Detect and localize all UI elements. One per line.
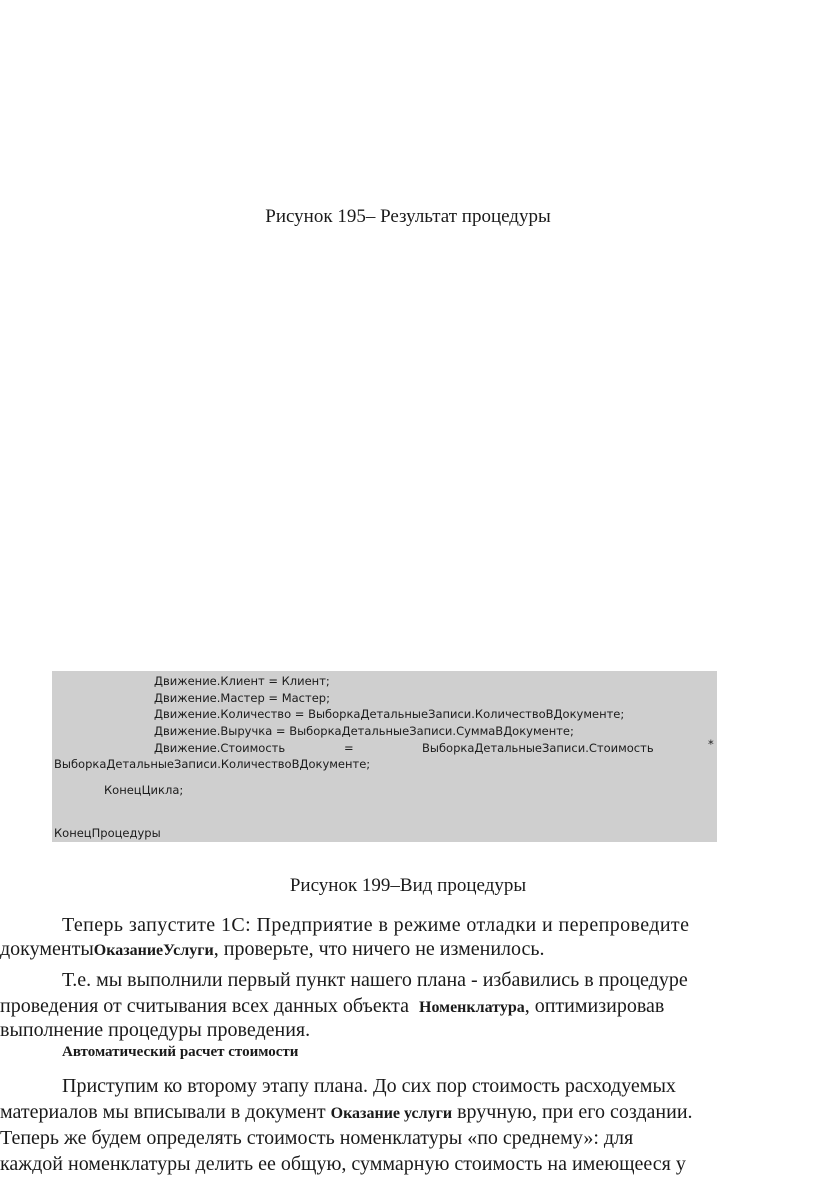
figure-caption-195: Рисунок 195– Результат процедуры bbox=[265, 206, 551, 227]
paragraph-line: Теперь же будем определять стоимость номенклатуры «по среднему»: для bbox=[0, 1127, 634, 1149]
paragraph-line: выполнение процедуры проведения. bbox=[0, 1019, 311, 1041]
code-line: Движение.Выручка = ВыборкаДетальныеЗаписи.СуммаВДокументе; bbox=[154, 724, 574, 738]
document-name: Оказание услуги bbox=[330, 1105, 453, 1122]
text-run: , проверьте, что ничего не изменилось. bbox=[213, 938, 545, 960]
paragraph-line: Теперь запустите 1С: Предприятие в режиме отладки и перепроведите bbox=[62, 914, 690, 936]
code-line: Движение.Количество = ВыборкаДетальныеЗаписи.КоличествоВДокументе; bbox=[154, 707, 625, 721]
code-line: Движение.Стоимость bbox=[154, 741, 286, 755]
text-run: материалов мы вписывали в документ bbox=[0, 1101, 326, 1123]
text-run: , оптимизировав bbox=[524, 995, 665, 1017]
text-run: документы bbox=[0, 938, 94, 960]
code-line: ВыборкаДетальныеЗаписи.КоличествоВДокументе; bbox=[54, 757, 371, 771]
code-line: Движение.Мастер = Мастер; bbox=[154, 691, 330, 705]
paragraph-line bbox=[0, 1100, 816, 1126]
paragraph-line bbox=[0, 937, 816, 963]
code-line: КонецПроцедуры bbox=[54, 826, 161, 840]
paragraph-line: Т.е. мы выполнили первый пункт нашего плана - избавились в процедуре bbox=[62, 969, 688, 991]
paragraph-line: Приступим ко второму этапу плана. До сих пор стоимость расходуемых bbox=[62, 1075, 676, 1097]
code-screenshot bbox=[52, 671, 717, 842]
text-run: проведения от считывания всех данных объекта bbox=[0, 995, 410, 1017]
code-token: = bbox=[344, 741, 354, 755]
paragraph-line bbox=[0, 994, 816, 1020]
code-line: Движение.Клиент = Клиент; bbox=[154, 674, 330, 688]
code-line: КонецЦикла; bbox=[104, 783, 184, 797]
figure-caption-199: Рисунок 199–Вид процедуры bbox=[289, 875, 527, 896]
object-name: Номенклатура bbox=[419, 999, 525, 1016]
document-name: ОказаниеУслуги bbox=[93, 942, 214, 959]
section-heading: Автоматический расчет стоимости bbox=[62, 1044, 299, 1060]
text-run: вручную, при его создании. bbox=[457, 1101, 693, 1123]
code-token: * bbox=[708, 737, 714, 751]
paragraph-line: каждой номенклатуры делить ее общую, суммарную стоимость на имеющееся у bbox=[0, 1153, 686, 1175]
code-token: ВыборкаДетальныеЗаписи.Стоимость bbox=[422, 741, 654, 755]
